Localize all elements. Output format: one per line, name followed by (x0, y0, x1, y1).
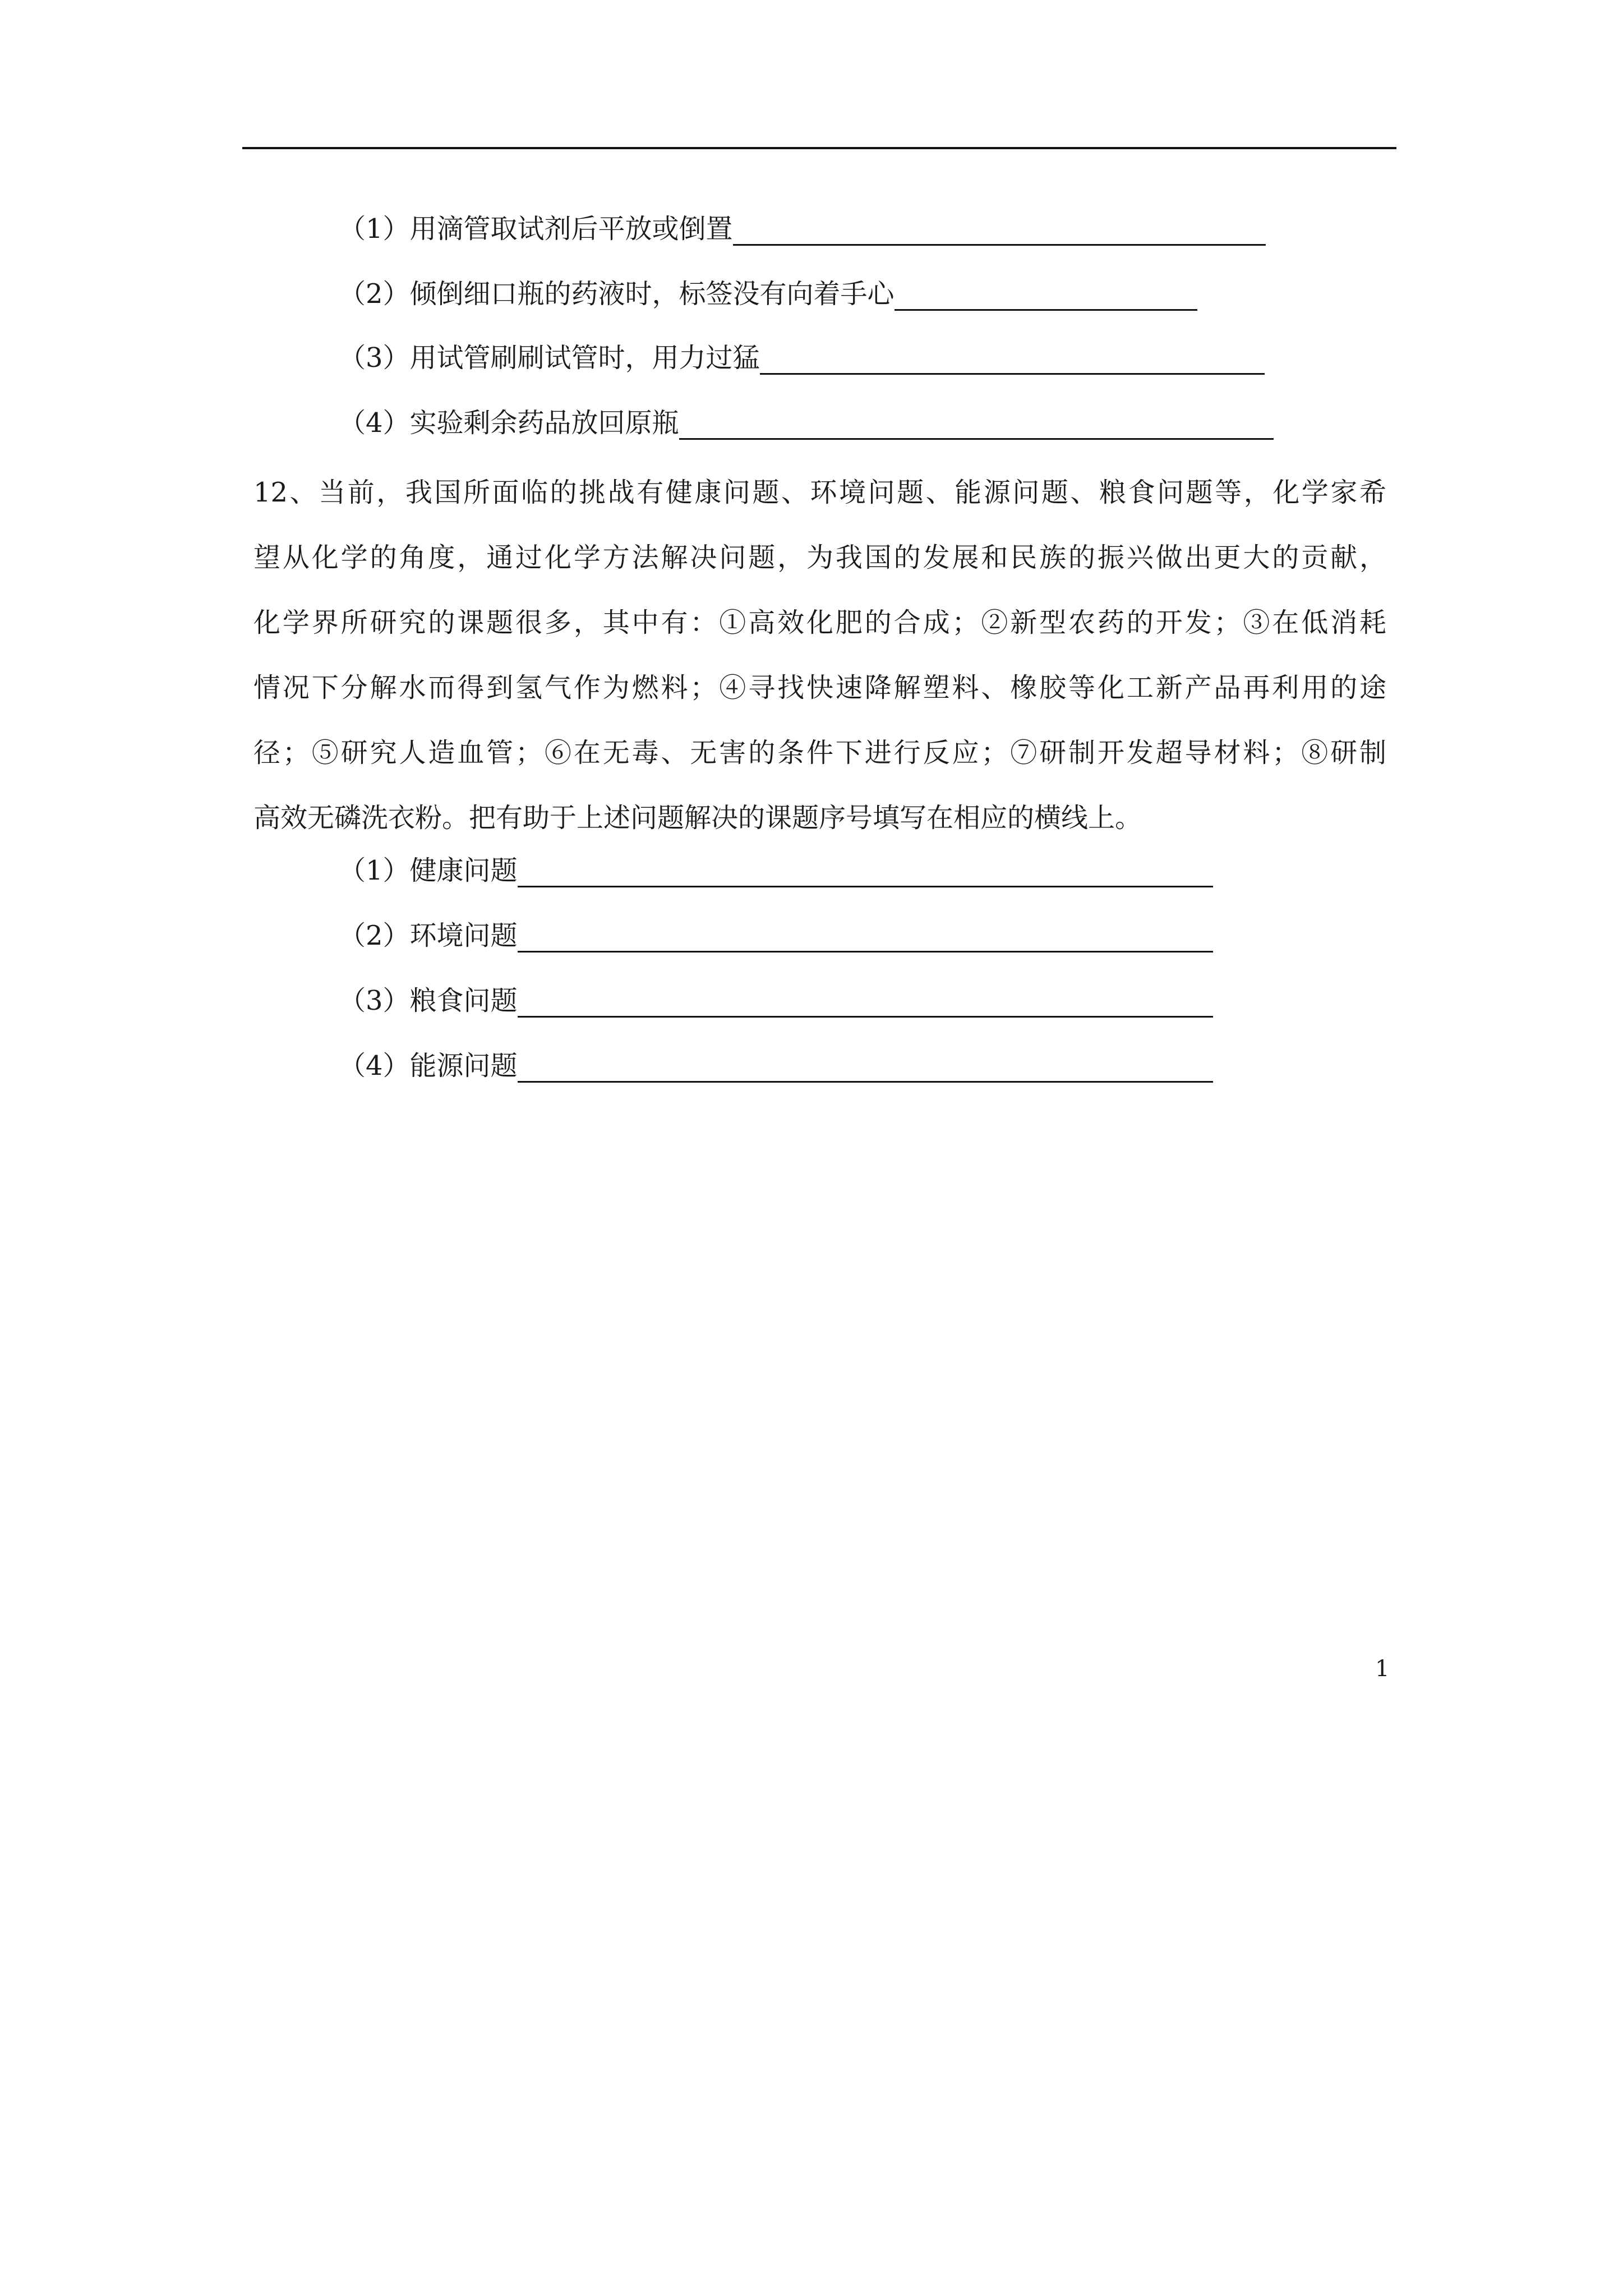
q11-item-4-label: （4）实验剩余药品放回原瓶 (339, 407, 679, 439)
q12-item-3 (339, 984, 1213, 1018)
q12-item-3-answer-blank[interactable] (518, 987, 1213, 1018)
q11-item-2-label: （2）倾倒细口瓶的药液时，标签没有向着手心 (339, 278, 895, 310)
q11-item-1-label: （1）用滴管取试剂后平放或倒置 (339, 213, 733, 245)
q12-line: 望从化学的角度，通过化学方法解决问题，为我国的发展和民族的振兴做出更大的贡献， (253, 542, 1386, 573)
q12-item-1-label: （1）健康问题 (339, 855, 518, 886)
q12-line: 12、当前，我国所面临的挑战有健康问题、环境问题、能源问题、粮食问题等，化学家希 (253, 477, 1386, 508)
q12-item-3-label: （3）粮食问题 (339, 985, 518, 1016)
header-rule (242, 147, 1396, 149)
q11-item-1-answer-blank[interactable] (733, 215, 1266, 246)
page-number: 1 (1375, 1656, 1390, 1682)
q12-item-4 (339, 1049, 1213, 1083)
q12-line: 情况下分解水而得到氢气作为燃料；④寻找快速降解塑料、橡胶等化工新产品再利用的途 (253, 672, 1386, 703)
q12-item-1-answer-blank[interactable] (518, 857, 1213, 887)
q11-item-2 (339, 277, 1197, 311)
q11-item-3-label: （3）用试管刷刷试管时，用力过猛 (339, 342, 760, 374)
q12-item-2 (339, 919, 1213, 953)
q11-item-4 (339, 406, 1274, 440)
q12-paragraph (253, 460, 1386, 850)
q12-line: 高效无磷洗衣粉。把有助于上述问题解决的课题序号填写在相应的横线上。 (253, 802, 1142, 834)
q12-line: 化学界所研究的课题很多，其中有：①高效化肥的合成；②新型农药的开发；③在低消耗 (253, 607, 1386, 638)
q11-item-3 (339, 341, 1265, 375)
q11-item-2-answer-blank[interactable] (895, 280, 1197, 311)
q12-item-1 (339, 854, 1213, 887)
q11-item-3-answer-blank[interactable] (760, 344, 1265, 375)
q12-item-4-answer-blank[interactable] (518, 1052, 1213, 1083)
q12-line: 径；⑤研究人造血管；⑥在无毒、无害的条件下进行反应；⑦研制开发超导材料；⑧研制 (253, 737, 1386, 769)
q12-item-2-answer-blank[interactable] (518, 922, 1213, 953)
q11-item-4-answer-blank[interactable] (679, 409, 1274, 440)
q11-item-1 (339, 212, 1266, 246)
q12-item-4-label: （4）能源问题 (339, 1050, 518, 1082)
q12-item-2-label: （2）环境问题 (339, 920, 518, 951)
